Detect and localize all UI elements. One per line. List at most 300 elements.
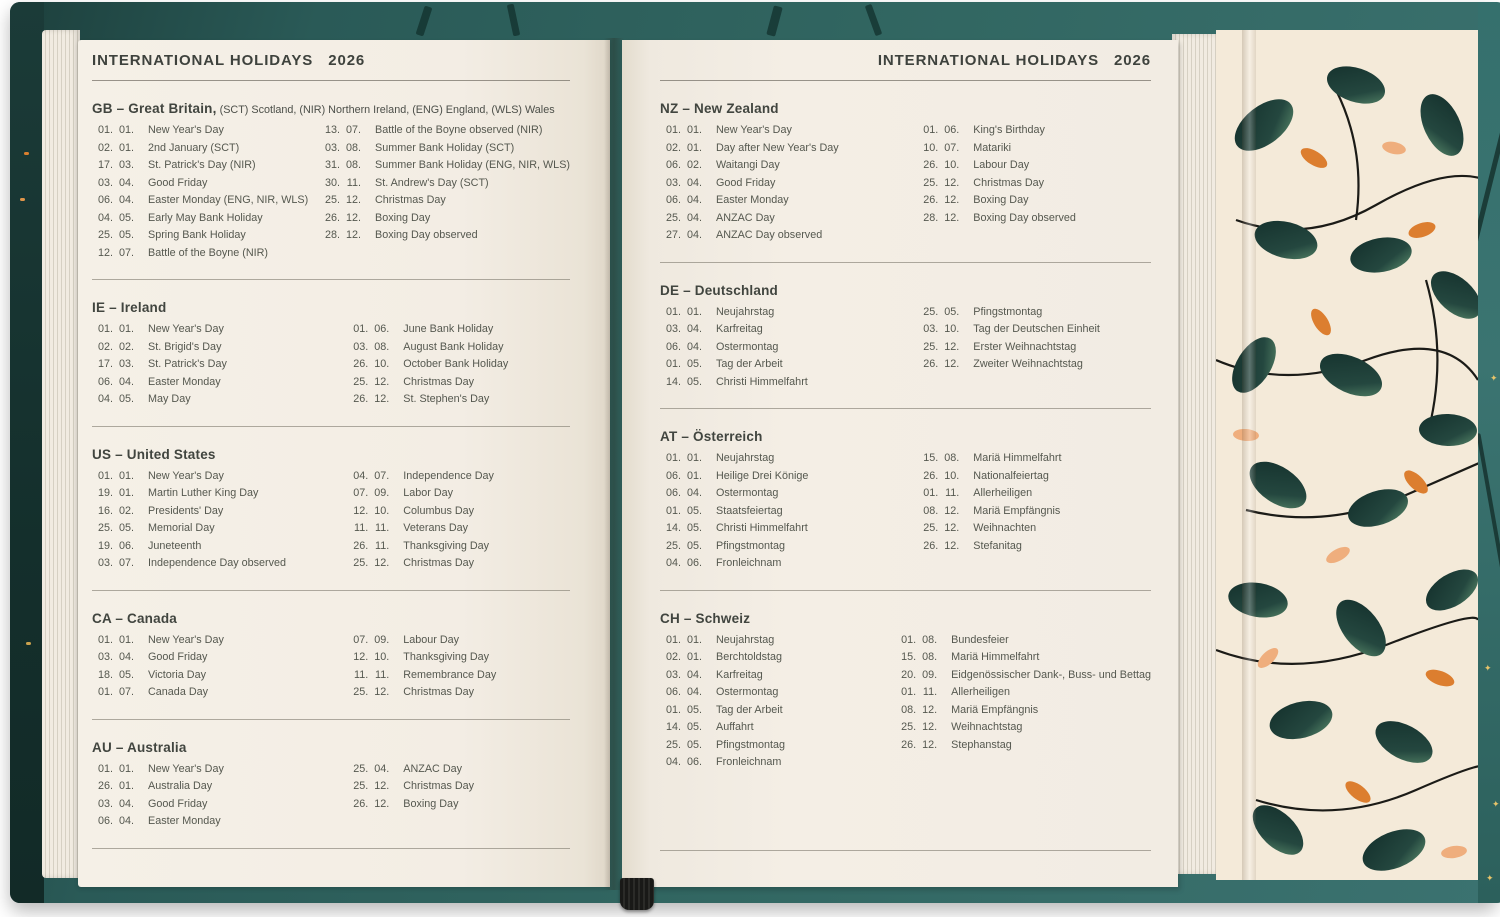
holiday-date-part: 04.	[686, 194, 702, 206]
holiday-date	[660, 737, 703, 755]
holiday-name: Day after New Year's Day	[716, 141, 839, 154]
holiday-name: Neujahrstag	[716, 305, 775, 318]
holiday-row	[92, 356, 347, 374]
holiday-date-part: 06.	[97, 815, 113, 827]
holiday-date-part: 12.	[944, 522, 960, 534]
holiday-date-part: 07.	[118, 686, 134, 698]
holiday-date	[92, 778, 135, 796]
holiday-row	[660, 632, 895, 650]
holiday-date-part: 01.	[97, 469, 113, 482]
holiday-row	[347, 520, 570, 538]
holiday-row	[92, 649, 347, 667]
section-title: CA – Canada	[92, 610, 177, 626]
holiday-date-part: 05.	[686, 721, 702, 733]
holiday-date-part: 13.	[324, 124, 340, 136]
holiday-row	[92, 761, 347, 779]
branch-decoration	[1478, 433, 1500, 611]
holiday-name: Zweiter Weihnachtstag	[973, 358, 1083, 370]
holiday-name: Martin Luther King Day	[148, 487, 259, 499]
holiday-date-part: 01.	[97, 124, 113, 136]
holiday-row	[660, 175, 917, 193]
cover-spine-left	[10, 2, 44, 903]
holiday-date-part: 12.	[944, 504, 960, 517]
holiday-date	[347, 468, 390, 486]
star-icon: ✦	[1492, 799, 1500, 809]
holiday-date-part: 01.	[353, 323, 369, 335]
holiday-date	[92, 684, 135, 702]
holiday-row	[660, 667, 895, 685]
holiday-date-part: 01.	[686, 469, 702, 482]
holiday-date-part: 17.	[97, 159, 113, 171]
holiday-column	[347, 632, 570, 702]
holiday-date	[92, 391, 135, 409]
holiday-date-part: 05.	[118, 668, 134, 681]
holiday-name: Weihnachtstag	[951, 721, 1023, 733]
holiday-name: October Bank Holiday	[403, 358, 509, 370]
holiday-date-part: 31.	[324, 159, 340, 171]
holiday-name: New Year's Day	[148, 762, 224, 775]
holiday-date-part: 03.	[118, 358, 134, 370]
holiday-date-part: 06.	[665, 194, 681, 206]
holiday-date-part: 06.	[665, 469, 681, 482]
holiday-date-part: 01.	[97, 323, 113, 335]
holiday-date-part: 11.	[375, 522, 390, 534]
holiday-date	[660, 468, 703, 486]
holiday-date	[660, 485, 703, 503]
holiday-name: Good Friday	[148, 797, 208, 810]
holiday-date-part: 10.	[374, 651, 390, 663]
holiday-date-part: 08.	[923, 504, 939, 517]
holiday-date	[92, 356, 135, 374]
holiday-date	[660, 227, 703, 245]
holiday-date	[917, 503, 960, 521]
holiday-date-part: 01.	[118, 469, 134, 482]
holiday-row	[347, 761, 570, 779]
holiday-row	[895, 737, 1151, 755]
holiday-date	[917, 304, 960, 322]
section-heading	[660, 101, 1151, 116]
holiday-date-part: 01.	[665, 703, 681, 716]
holiday-date	[660, 356, 703, 374]
holiday-date	[319, 122, 362, 140]
holiday-date-part: 04.	[686, 323, 702, 335]
holiday-date-part: 03.	[665, 176, 681, 189]
star-icon: ✦	[1486, 873, 1494, 883]
holiday-date-part: 04.	[97, 211, 113, 224]
holiday-name: Weihnachten	[973, 522, 1037, 534]
holiday-date-part: 07.	[118, 246, 134, 259]
holiday-date-part: 04.	[118, 375, 134, 388]
holiday-date-part: 07.	[374, 469, 390, 482]
section-us	[92, 447, 570, 591]
page-right	[622, 40, 1178, 887]
holiday-row	[660, 520, 917, 538]
holiday-date	[319, 175, 362, 193]
holiday-name: Labor Day	[403, 487, 454, 499]
holiday-row	[347, 538, 570, 556]
holiday-date-part: 26.	[923, 539, 939, 552]
holiday-row	[92, 667, 347, 685]
holiday-date-part: 06.	[665, 159, 681, 171]
holiday-row	[660, 719, 895, 737]
holiday-row	[660, 304, 917, 322]
holiday-date-part: 07.	[353, 633, 369, 646]
holiday-name: Canada Day	[148, 686, 209, 698]
holiday-date-part: 26.	[353, 393, 369, 405]
holiday-column	[660, 304, 917, 392]
holiday-row	[319, 227, 570, 245]
holiday-date-part: 20.	[901, 668, 917, 681]
holiday-name: Christmas Day	[375, 194, 446, 206]
holiday-date-part: 03.	[118, 159, 134, 171]
holiday-date-part: 01.	[97, 762, 113, 775]
holiday-date-part: 03.	[97, 651, 113, 663]
holiday-date-part: 11.	[945, 487, 960, 499]
holiday-date	[92, 538, 135, 556]
holiday-name: Allerheiligen	[951, 686, 1010, 698]
holiday-name: Labour Day	[403, 633, 460, 646]
holiday-date-part: 25.	[901, 721, 917, 733]
holiday-row	[92, 175, 319, 193]
holiday-name: Columbus Day	[403, 504, 475, 517]
holiday-column	[347, 468, 570, 573]
holiday-name: Early May Bank Holiday	[148, 211, 263, 224]
holiday-column	[895, 632, 1151, 772]
holiday-row	[895, 667, 1151, 685]
holiday-name: Berchtoldstag	[716, 651, 783, 663]
holiday-name: Erster Weihnachtstag	[973, 340, 1077, 353]
holiday-date-part: 01.	[686, 651, 702, 663]
holiday-row	[92, 321, 347, 339]
holiday-name: Juneteenth	[148, 539, 202, 552]
holiday-date	[660, 667, 703, 685]
holiday-date-part: 05.	[686, 738, 702, 751]
section-columns	[92, 321, 570, 409]
holiday-date-part: 01.	[665, 633, 681, 646]
section-title: AT – Österreich	[660, 429, 763, 444]
holiday-name: Nationalfeiertag	[973, 469, 1049, 482]
holiday-name: Tag der Deutschen Einheit	[973, 323, 1100, 335]
holiday-date-part: 04.	[374, 762, 390, 775]
holiday-row	[660, 684, 895, 702]
holiday-name: June Bank Holiday	[403, 323, 494, 335]
holiday-date	[92, 210, 135, 228]
holiday-row	[319, 140, 570, 158]
holiday-date-part: 10.	[374, 504, 390, 517]
holiday-date-part: 12.	[374, 557, 390, 569]
holiday-date-part: 04.	[665, 557, 681, 569]
section-ie	[92, 300, 570, 427]
holiday-name: Easter Monday	[148, 375, 221, 388]
holiday-row	[660, 374, 917, 392]
holiday-date	[319, 192, 362, 210]
holiday-date-part: 25.	[353, 557, 369, 569]
holiday-date-part: 01.	[686, 452, 702, 464]
holiday-date-part: 06.	[944, 124, 960, 136]
holiday-row	[895, 702, 1151, 720]
holiday-name: Karfreitag	[716, 668, 763, 681]
holiday-name: Auffahrt	[716, 721, 754, 733]
holiday-row	[660, 140, 917, 158]
holiday-date	[660, 175, 703, 193]
holiday-row	[92, 245, 319, 263]
holiday-date	[92, 667, 135, 685]
holiday-name: Ostermontag	[716, 340, 779, 353]
holiday-date	[347, 667, 390, 685]
holiday-row	[660, 754, 895, 772]
holiday-column	[917, 122, 1151, 245]
page-title-text: INTERNATIONAL HOLIDAYS	[92, 52, 314, 69]
holiday-row	[347, 468, 570, 486]
holiday-date	[917, 192, 960, 210]
holiday-row	[660, 192, 917, 210]
holiday-name: Labour Day	[973, 159, 1030, 171]
holiday-row	[92, 538, 347, 556]
holiday-date-part: 27.	[665, 229, 681, 241]
holiday-date-part: 04.	[353, 469, 369, 482]
holiday-date-part: 08.	[345, 141, 361, 154]
holiday-name: Mariä Empfängnis	[951, 703, 1039, 716]
holiday-row	[92, 391, 347, 409]
holiday-row	[917, 356, 1151, 374]
holiday-row	[917, 503, 1151, 521]
holiday-name: St. Brigid's Day	[148, 340, 222, 353]
section-heading	[92, 447, 570, 462]
holiday-name: Fronleichnam	[716, 557, 782, 569]
holiday-date-part: 19.	[97, 539, 113, 552]
holiday-date	[347, 632, 390, 650]
holiday-name: Pfingstmontag	[716, 738, 786, 751]
holiday-date-part: 04.	[686, 340, 702, 353]
holiday-date-part: 25.	[353, 780, 369, 792]
holiday-date	[917, 485, 960, 503]
holiday-name: Boxing Day	[403, 797, 459, 810]
holiday-row	[319, 122, 570, 140]
holiday-date	[660, 210, 703, 228]
holiday-column	[92, 468, 347, 573]
holiday-name: Christmas Day	[973, 176, 1045, 189]
holiday-date-part: 26.	[97, 780, 113, 792]
header-rule	[660, 80, 1151, 81]
holiday-row	[660, 737, 895, 755]
holiday-date-part: 01.	[665, 504, 681, 517]
holiday-date	[895, 632, 938, 650]
holiday-name: Easter Monday	[148, 815, 221, 827]
holiday-row	[92, 192, 319, 210]
holiday-date-part: 06.	[686, 557, 702, 569]
holiday-date-part: 01.	[923, 487, 939, 499]
holiday-date-part: 15.	[901, 651, 917, 663]
holiday-row	[660, 227, 917, 245]
holiday-date-part: 03.	[324, 141, 340, 154]
holiday-date-part: 01.	[118, 124, 134, 136]
holiday-name: 2nd January (SCT)	[148, 141, 240, 154]
holiday-name: Christmas Day	[403, 780, 475, 792]
holiday-date	[895, 719, 938, 737]
holiday-date	[660, 374, 703, 392]
holiday-row	[92, 210, 319, 228]
holiday-name: Presidents' Day	[148, 504, 224, 517]
holiday-row	[92, 157, 319, 175]
holiday-date-part: 01.	[97, 633, 113, 646]
holiday-date-part: 12.	[374, 780, 390, 792]
holiday-row	[660, 649, 895, 667]
holiday-date-part: 02.	[665, 141, 681, 154]
holiday-date	[660, 649, 703, 667]
page-title	[92, 52, 570, 69]
holiday-name: ANZAC Day	[716, 211, 775, 224]
holiday-date	[660, 754, 703, 772]
holiday-date-part: 01.	[118, 141, 134, 154]
holiday-row	[347, 391, 570, 409]
holiday-date	[92, 520, 135, 538]
section-heading	[92, 101, 570, 116]
section-title: DE – Deutschland	[660, 282, 778, 298]
holiday-date-part: 25.	[923, 305, 939, 318]
holiday-name: ANZAC Day	[403, 762, 463, 775]
holiday-date-part: 17.	[97, 358, 113, 370]
holiday-date	[660, 503, 703, 521]
holiday-date-part: 08.	[345, 159, 361, 171]
holiday-date-part: 11.	[354, 522, 369, 534]
holiday-date-part: 03.	[97, 797, 113, 810]
holiday-date-part: 12.	[374, 393, 390, 405]
holiday-date	[347, 520, 390, 538]
holiday-row	[917, 485, 1151, 503]
holiday-date-part: 12.	[97, 246, 113, 259]
holiday-date-part: 14.	[665, 375, 681, 388]
holiday-date-part: 06.	[97, 375, 113, 388]
cover-edge-right	[1478, 2, 1500, 903]
holiday-name: Thanksgiving Day	[403, 539, 490, 552]
holiday-name: Veterans Day	[403, 522, 469, 534]
holiday-date-part: 28.	[923, 211, 939, 224]
holiday-date-part: 07.	[353, 487, 369, 499]
holiday-date-part: 12.	[345, 194, 361, 206]
holiday-row	[660, 485, 917, 503]
section-divider	[92, 848, 570, 849]
holiday-date-part: 01.	[901, 686, 917, 698]
holiday-date	[660, 304, 703, 322]
holiday-name: Pfingstmontag	[716, 539, 786, 552]
holiday-date	[92, 192, 135, 210]
holiday-date	[319, 157, 362, 175]
holiday-name: St. Andrew's Day (SCT)	[375, 176, 489, 189]
section-heading	[660, 611, 1151, 626]
holiday-row	[660, 468, 917, 486]
holiday-date	[917, 210, 960, 228]
holiday-row	[347, 485, 570, 503]
holiday-date-part: 05.	[686, 522, 702, 534]
holiday-date	[347, 684, 390, 702]
section-heading	[92, 740, 570, 755]
holiday-date-part: 04.	[118, 651, 134, 663]
section-columns	[92, 122, 570, 262]
elastic-band	[620, 878, 654, 910]
holiday-date	[92, 761, 135, 779]
holiday-row	[92, 796, 347, 814]
holiday-date-part: 01.	[665, 358, 681, 370]
holiday-date-part: 12.	[922, 738, 938, 751]
holiday-row	[92, 778, 347, 796]
holiday-date	[660, 339, 703, 357]
holiday-name: Allerheiligen	[973, 487, 1033, 499]
holiday-name: Easter Monday	[716, 194, 789, 206]
holiday-date	[917, 520, 960, 538]
holiday-row	[917, 157, 1151, 175]
section-nz	[660, 101, 1151, 263]
holiday-date	[347, 538, 390, 556]
holiday-name: Memorial Day	[148, 522, 215, 534]
gold-speck	[26, 642, 31, 645]
holiday-date-part: 14.	[665, 721, 681, 733]
holiday-date	[92, 122, 135, 140]
section-heading	[92, 611, 570, 626]
branch-decoration	[1478, 124, 1500, 271]
holiday-row	[660, 157, 917, 175]
holiday-row	[917, 538, 1151, 556]
holiday-name: New Year's Day	[148, 633, 224, 646]
holiday-date	[92, 140, 135, 158]
holiday-date	[917, 538, 960, 556]
holiday-date-part: 26.	[923, 159, 939, 171]
holiday-date-part: 02.	[686, 159, 702, 171]
holiday-name: Victoria Day	[148, 668, 207, 681]
holiday-row	[660, 555, 917, 573]
holiday-date	[660, 719, 703, 737]
holiday-date	[660, 192, 703, 210]
holiday-date-part: 06.	[97, 194, 113, 206]
holiday-date	[660, 555, 703, 573]
holiday-row	[917, 304, 1151, 322]
holiday-date-part: 14.	[665, 522, 681, 534]
holiday-date	[895, 684, 938, 702]
holiday-name: ANZAC Day observed	[716, 229, 823, 241]
holiday-name: Good Friday	[148, 651, 208, 663]
holiday-row	[92, 684, 347, 702]
holiday-date	[917, 339, 960, 357]
holiday-date-part: 07.	[944, 141, 960, 154]
holiday-column	[917, 304, 1151, 392]
holiday-row	[917, 140, 1151, 158]
holiday-date-part: 05.	[118, 522, 134, 534]
holiday-date	[92, 468, 135, 486]
holiday-row	[92, 520, 347, 538]
holiday-date-part: 06.	[665, 686, 681, 698]
holiday-row	[347, 374, 570, 392]
holiday-row	[660, 503, 917, 521]
holiday-date	[917, 122, 960, 140]
holiday-name: Christmas Day	[403, 375, 475, 388]
holiday-row	[895, 719, 1151, 737]
holiday-name: Fronleichnam	[716, 756, 782, 768]
holiday-date-part: 02.	[118, 340, 134, 353]
section-columns	[660, 304, 1151, 392]
section-columns	[92, 632, 570, 702]
holiday-name: Ostermontag	[716, 686, 779, 698]
holiday-row	[347, 667, 570, 685]
page-edge-stack-left	[42, 30, 80, 878]
holiday-date-part: 25.	[353, 375, 369, 388]
holiday-date-part: 06.	[118, 539, 134, 552]
holiday-column	[92, 321, 347, 409]
holiday-date	[660, 122, 703, 140]
holiday-date-part: 11.	[354, 668, 369, 681]
holiday-name: Eidgenössischer Dank-, Buss- und Bettag	[951, 668, 1151, 681]
section-divider	[660, 262, 1151, 263]
holiday-name: Christmas Day	[403, 686, 475, 698]
holiday-name: Waitangi Day	[716, 159, 780, 171]
